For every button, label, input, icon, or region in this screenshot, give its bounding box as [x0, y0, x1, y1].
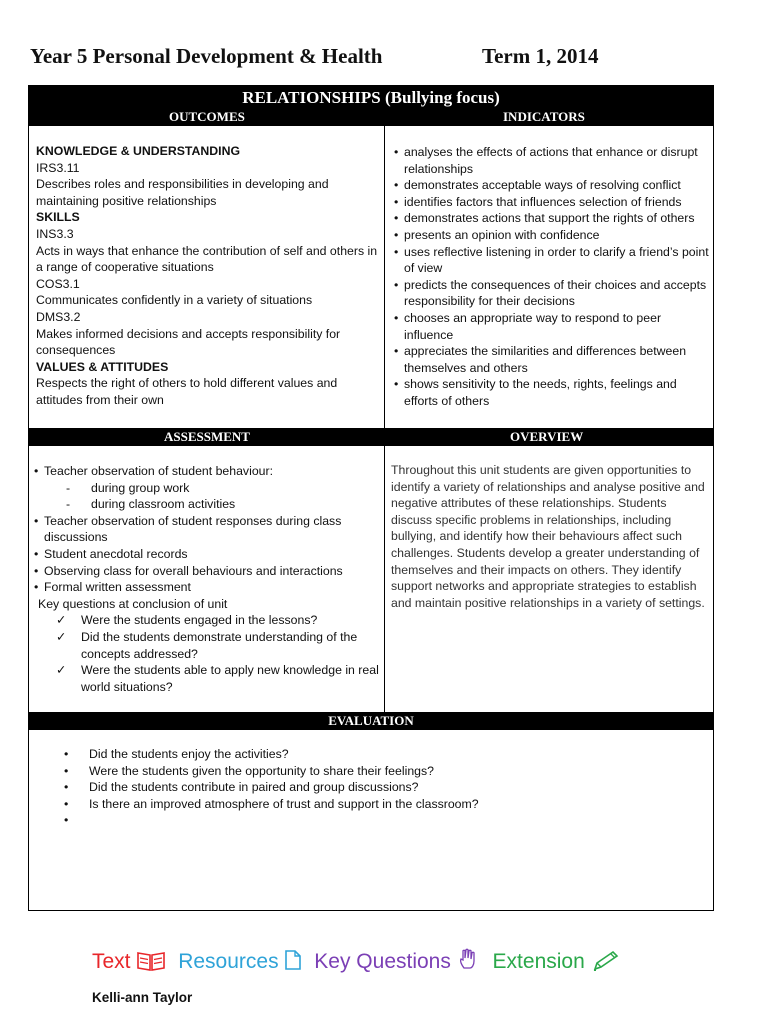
evaluation-item: • Is there an improved atmosphere of trust and support in the classroom?	[64, 796, 704, 813]
indicator-item: • identifies factors that influences selection of friends	[394, 194, 710, 211]
outcome-line: Makes informed decisions and accepts responsibility for consequences	[36, 326, 341, 358]
outcome-heading: SKILLS	[36, 210, 80, 225]
column-divider-middle	[384, 446, 385, 712]
indicator-item: • appreciates the similarities and differences between themselves and others	[394, 343, 710, 376]
document-title	[30, 44, 738, 72]
legend-extension-label: Extension	[492, 950, 585, 973]
term-label: Term 1, 2014	[482, 44, 599, 68]
outcome-line: Communicates confidently in a variety of situations	[36, 293, 313, 308]
indicator-item: • predicts the consequences of their choices and accepts responsibility for their decisions	[394, 277, 710, 310]
indicators-heading: INDICATORS	[503, 109, 585, 124]
assessment-items	[34, 513, 382, 596]
key-question-item: ✓ Were the students engaged in the lessons?	[56, 612, 382, 629]
evaluation-list	[34, 746, 704, 829]
legend-text	[92, 950, 172, 973]
indicator-item: • shows sensitivity to the needs, rights, feelings and efforts of others	[394, 376, 710, 409]
key-question-item: ✓ Were the students able to apply new knowledge in real world situations?	[56, 662, 382, 695]
resource-legend	[92, 947, 627, 974]
assessment-item: • Student anecdotal records	[34, 546, 382, 563]
unit-title-bar	[29, 86, 713, 126]
assessment-item: • Teacher observation of student responses during class discussions	[34, 513, 382, 546]
book-icon	[136, 950, 172, 973]
legend-resources	[178, 950, 308, 973]
indicator-item: • presents an opinion with confidence	[394, 227, 710, 244]
assessment-item	[34, 463, 382, 513]
assessment-item: • Observing class for overall behaviours and interactions	[34, 563, 382, 580]
evaluation-bar	[29, 712, 713, 730]
outcome-line: Describes roles and responsibilities in developing and maintaining positive relationships	[36, 177, 329, 208]
legend-key-questions	[314, 950, 486, 973]
hand-icon	[457, 950, 487, 973]
legend-resources-label: Resources	[178, 950, 279, 973]
outcome-line: IRS3.11	[36, 160, 80, 175]
observation-sub-item: - during classroom activities	[66, 496, 382, 513]
indicator-item: • demonstrates acceptable ways of resolving conflict	[394, 177, 710, 194]
author-name: Kelli-ann Taylor	[92, 990, 193, 1005]
legend-extension	[493, 950, 621, 973]
overview-cell: Throughout this unit students are given opportunities to identify a variety of relationships and analyse positive and negative attributes of these relationships. Students discuss specific problems in relationships, including bullying, and identify how their behaviours affect such challenges. Students develop a greater understanding of themselves and their impacts on others. They identify support networks and appropriate strategies to establish and maintain positive relationships in a variety of settings.	[391, 463, 705, 610]
outcome-heading: VALUES & ATTITUDES	[36, 359, 169, 374]
outcomes-cell	[36, 143, 381, 409]
key-questions-list	[34, 612, 382, 695]
outcome-line: Acts in ways that enhance the contribution of self and others in a range of cooperative situations	[36, 243, 378, 275]
assessment-list	[34, 463, 382, 513]
assessment-cell	[34, 463, 382, 695]
indicator-item: • analyses the effects of actions that enhance or disrupt relationships	[394, 144, 710, 177]
indicator-item: • uses reflective listening in order to clarify a friend’s point of view	[394, 244, 710, 277]
indicator-item: • demonstrates actions that support the rights of others	[394, 210, 710, 227]
column-divider	[384, 126, 385, 428]
page-icon	[284, 950, 308, 973]
indicators-list	[394, 144, 710, 410]
evaluation-item	[64, 812, 704, 829]
evaluation-item: • Did the students enjoy the activities?	[64, 746, 704, 763]
observation-sub-item: - during group work	[66, 480, 382, 497]
observation-behaviour-text: Teacher observation of student behaviour:	[44, 464, 274, 478]
outcome-line: INS3.3	[36, 226, 74, 241]
assessment-overview-bar	[29, 428, 713, 446]
evaluation-item: • Were the students given the opportunity to share their feelings?	[64, 763, 704, 780]
outcome-line: Respects the right of others to hold different values and attitudes from their own	[36, 376, 338, 407]
indicator-item: • chooses an appropriate way to respond to peer influence	[394, 310, 710, 343]
evaluation-item: • Did the students contribute in paired and group discussions?	[64, 779, 704, 796]
assessment-heading: ASSESSMENT	[164, 429, 250, 444]
subject-title: Year 5 Personal Development & Health	[30, 44, 383, 68]
outcome-heading: KNOWLEDGE & UNDERSTANDING	[36, 144, 241, 158]
outcomes-heading: OUTCOMES	[169, 109, 245, 124]
outcome-line: DMS3.2	[36, 309, 81, 324]
legend-key-questions-label: Key Questions	[314, 950, 451, 973]
outcome-line: COS3.1	[36, 276, 80, 291]
unit-title: RELATIONSHIPS (Bullying focus)	[242, 88, 500, 107]
unit-plan-table	[28, 85, 714, 911]
key-questions-label: Key questions at conclusion of unit	[38, 596, 228, 611]
evaluation-cell	[34, 746, 704, 829]
pencil-icon	[591, 950, 621, 973]
legend-text-label: Text	[92, 950, 131, 973]
indicators-cell	[394, 144, 710, 410]
evaluation-heading: EVALUATION	[328, 713, 414, 728]
observation-sub-items	[44, 480, 382, 513]
key-question-item: ✓ Did the students demonstrate understanding of the concepts addressed?	[56, 629, 382, 662]
assessment-item: • Formal written assessment	[34, 579, 382, 596]
overview-heading: OVERVIEW	[510, 429, 584, 444]
